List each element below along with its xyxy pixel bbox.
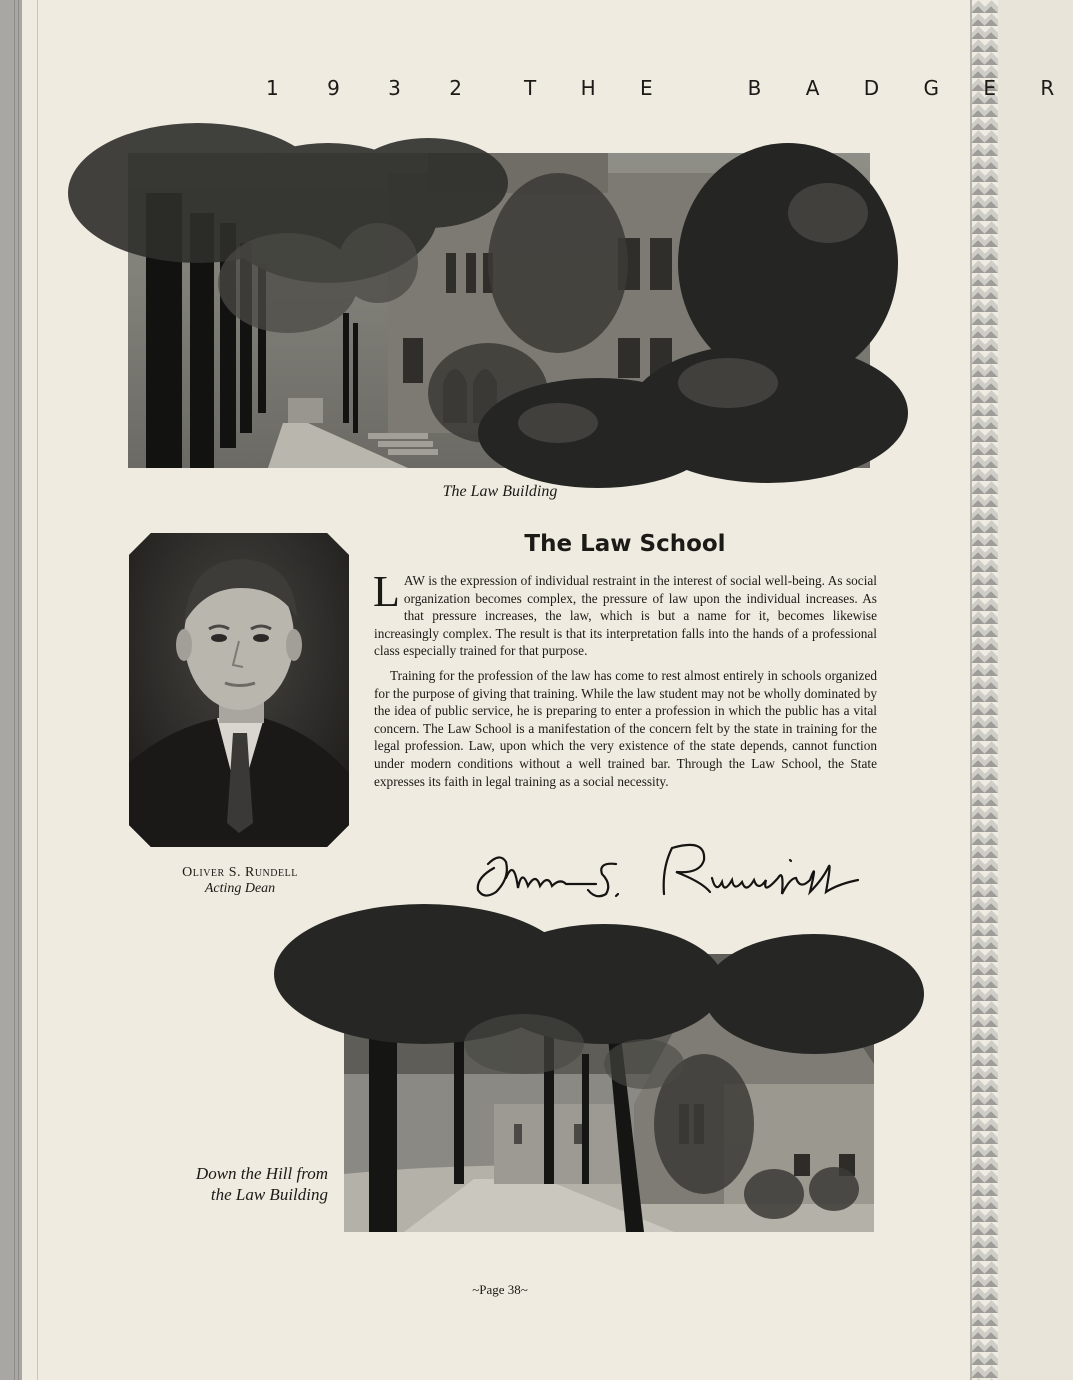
header-year: 1 9 3 2 <box>266 76 483 100</box>
decorative-border <box>972 0 998 1380</box>
down-the-hill-caption <box>150 1163 328 1205</box>
article-paragraph-1: LAW is the expression of individual restraint in the interest of social well-being. As social organization becomes complex, the pressure of law upon the individual increases. As that pressure increases, the law, which is but a name for it, becomes likewise increasingly complex. The result is that its interpretation falls into the hands of a professional class especially trained for that purpose. <box>373 567 877 659</box>
dean-signature <box>466 838 876 904</box>
dean-name: Oliver S. Rundell <box>182 865 298 880</box>
article-body <box>373 567 877 797</box>
article-paragraph-2: Training for the profession of the law has come to rest almost entirely in schools organized for the purpose of giving that training. While the law student may not be wholly dominated by the idea of public service, he is preparing to enter a profession in which the public has a vital concern. The Law School is a manifestation of the concern felt by the state in training for the legal profession. Law, upon which the very existence of the state depends, cannot function under modern conditions without a well trained bar. Through the Law School, the State expresses its faith in legal training as a social necessity. <box>374 667 877 789</box>
dean-title: Acting Dean <box>204 881 276 896</box>
down-the-hill-photo <box>344 954 874 1232</box>
law-building-caption: The Law Building <box>442 483 558 500</box>
inner-margin-rule <box>37 0 38 1380</box>
law-building-photo <box>128 153 870 468</box>
header-title: T H E B A D G E R <box>524 76 1073 100</box>
caption-line-1: Down the Hill from <box>195 1164 328 1183</box>
page-left-edge <box>0 0 22 1380</box>
page-number: ~Page 38~ <box>472 1282 528 1297</box>
caption-line-2: the Law Building <box>210 1185 328 1204</box>
drop-cap: L <box>373 567 400 616</box>
dean-portrait <box>129 533 349 847</box>
article-heading: The Law School <box>524 531 726 557</box>
